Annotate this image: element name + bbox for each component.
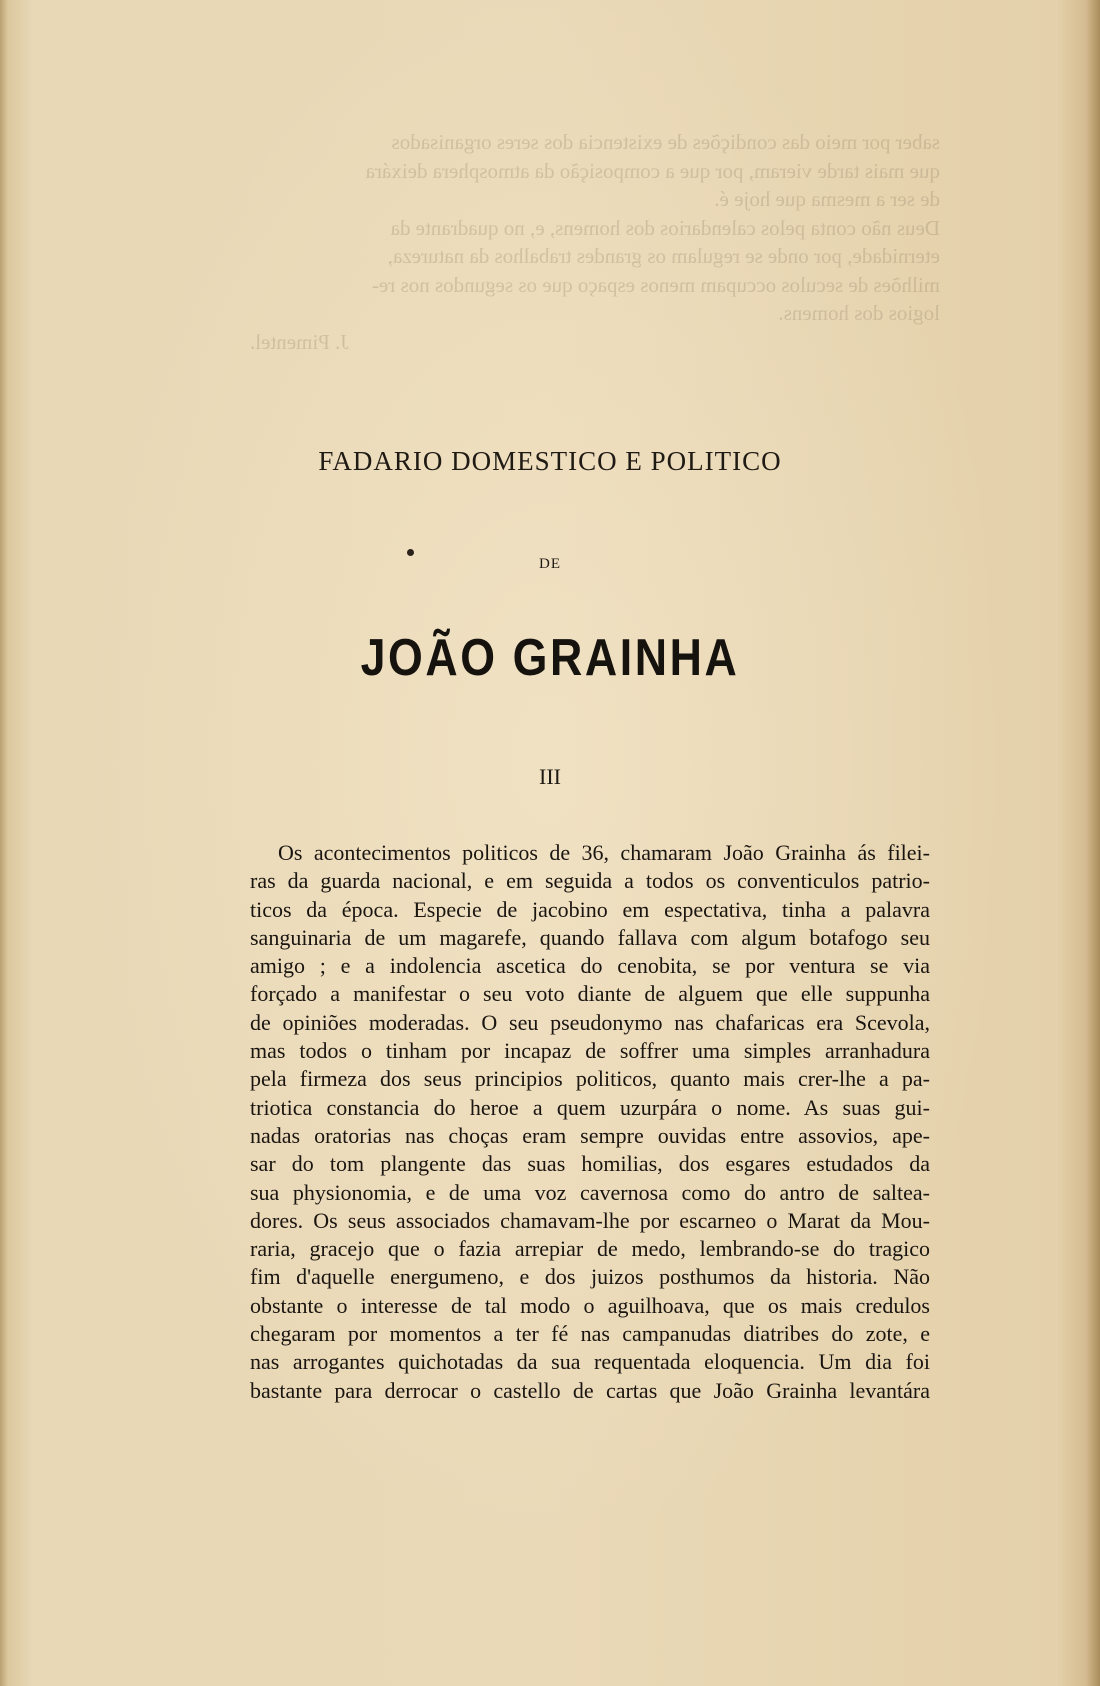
body-line: pela firmeza dos seus principios politicos, quanto mais crer-lhe a pa- bbox=[250, 1066, 930, 1092]
bleed-line: que mais tarde vieram, por que a composição da atmosphera deixára bbox=[365, 158, 940, 183]
body-line: obstante o interesse de tal modo o aguilhoava, que os mais credulos bbox=[250, 1292, 930, 1318]
body-line: sua physionomia, e de uma voz cavernosa como do antro de saltea- bbox=[250, 1179, 930, 1205]
title-connector: DE bbox=[539, 556, 561, 572]
body-line: forçado a manifestar o seu voto diante de alguem que elle suppunha bbox=[250, 981, 930, 1007]
body-line: sanguinaria de um magarefe, quando fallava com algum botafogo seu bbox=[250, 924, 930, 950]
body-paragraph bbox=[250, 839, 930, 1405]
bleed-through-text bbox=[250, 128, 940, 428]
bleed-line: J. Pimentel. bbox=[250, 329, 349, 354]
body-line: mas todos o tinham por incapaz de soffrer uma simples arranhadura bbox=[250, 1038, 930, 1064]
body-line: raria, gracejo que o fazia arrepiar de medo, lembrando-se do tragico bbox=[250, 1236, 930, 1262]
ink-speck bbox=[407, 549, 414, 556]
bleed-line: saber por meio das condições de existencia dos seres organisados bbox=[391, 130, 940, 154]
body-line: fim d'aquelle energumeno, e dos juizos posthumos da historia. Não bbox=[250, 1264, 930, 1290]
body-line: dores. Os seus associados chamavam-lhe por escarneo o Marat da Mou- bbox=[250, 1207, 930, 1233]
bleed-line: logios dos homens. bbox=[778, 301, 940, 325]
body-line: Os acontecimentos politicos de 36, chamaram João Grainha ás filei- bbox=[278, 840, 930, 865]
page-right-edge bbox=[1086, 0, 1100, 1686]
body-line: triotica constancia do heroe a quem uzurpára o nome. As suas gui- bbox=[250, 1094, 930, 1120]
bleed-line: eternidade, por onde se regulam os grandes trabalhos da natureza, bbox=[387, 244, 940, 268]
chapter-number: III bbox=[539, 764, 561, 789]
body-line: nas arrogantes quichotadas da sua requentada eloquencia. Um dia foi bbox=[250, 1349, 930, 1375]
bleed-line: milhões de seculos occupam menos espaço que os segundos nos re- bbox=[371, 272, 940, 297]
body-line: nadas oratorias nas choças eram sempre ouvidas entre assovios, ape- bbox=[250, 1122, 930, 1148]
chapter-title: FADARIO DOMESTICO E POLITICO bbox=[318, 446, 782, 476]
page-left-edge bbox=[0, 0, 8, 1686]
bleed-line: Deus não conta pelos calendarios dos homens, e, no quadrante da bbox=[390, 215, 940, 240]
body-line: ras da guarda nacional, e em seguida a todos os conventiculos patrio- bbox=[250, 868, 930, 894]
body-line: de opiniões moderadas. O seu pseudonymo nas chafaricas era Scevola, bbox=[250, 1009, 930, 1035]
body-line: chegaram por momentos a ter fé nas campanudas diatribes do zote, e bbox=[250, 1321, 930, 1347]
body-line: bastante para derrocar o castello de cartas que João Grainha levantára bbox=[250, 1377, 930, 1403]
bleed-line: de ser a mesma que hoje é. bbox=[714, 187, 940, 211]
body-line: ticos da época. Especie de jacobino em espectativa, tinha a palavra bbox=[250, 896, 930, 922]
body-line: amigo ; e a indolencia ascetica do cenobita, se por ventura se via bbox=[250, 953, 930, 979]
body-line: sar do tom plangente das suas homilias, dos esgares estudados da bbox=[250, 1151, 930, 1177]
protagonist-name: JOÃO GRAINHA bbox=[360, 629, 740, 687]
